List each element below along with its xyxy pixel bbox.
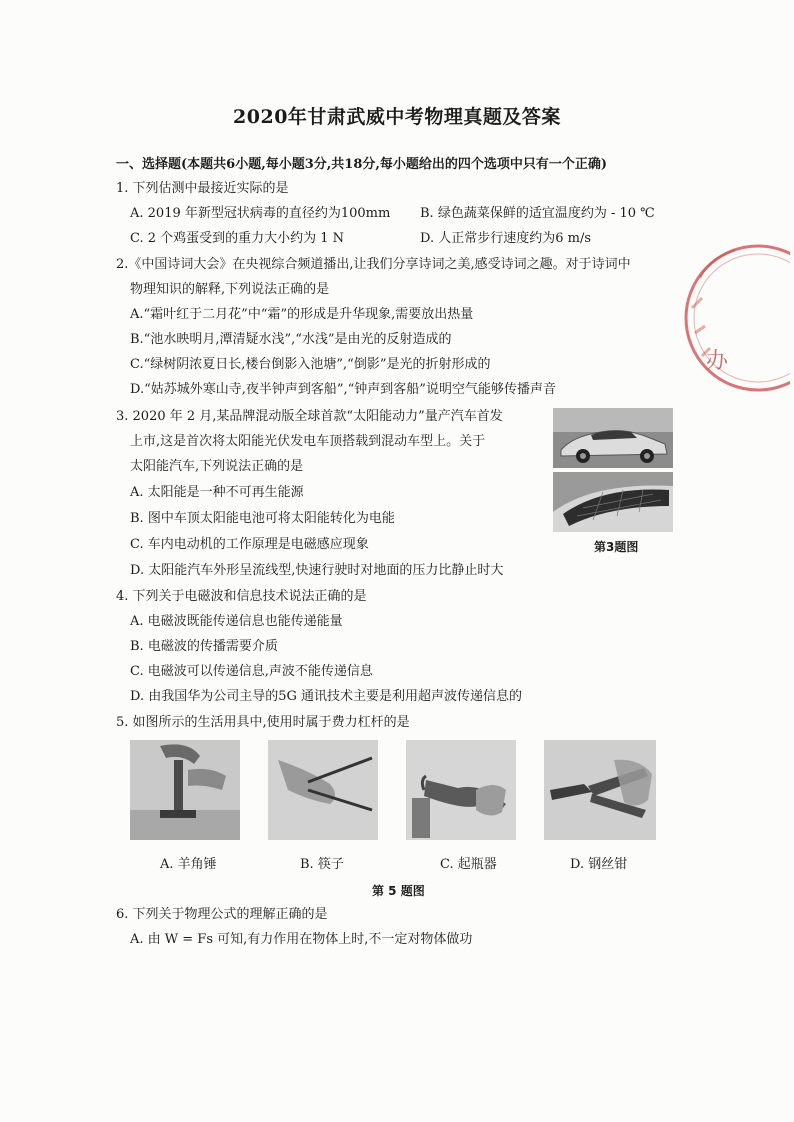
q3-stem-line1: 3. 2020 年 2 月,某品牌混动版全球首款“太阳能动力”量产汽车首发 bbox=[116, 409, 503, 424]
official-seal-icon bbox=[640, 238, 790, 398]
q3-car-photo bbox=[553, 408, 673, 468]
q3-figure-caption: 第3题图 bbox=[594, 540, 639, 554]
q4-option-c: C. 电磁波可以传递信息,声波不能传递信息 bbox=[130, 664, 373, 679]
q4-option-d: D. 由我国华为公司主导的5G 通讯技术主要是利用超声波传递信息的 bbox=[130, 689, 523, 704]
page-title: 2020年甘肃武威中考物理真题及答案 bbox=[233, 106, 561, 128]
q3-option-c: C. 车内电动机的工作原理是电磁感应现象 bbox=[130, 537, 369, 552]
q1-option-d: D. 人正常步行速度约为6 m/s bbox=[420, 231, 592, 246]
q2-option-b: B.“池水映明月,潭清疑水浅”,“水浅”是由光的反射造成的 bbox=[130, 332, 452, 347]
q1-stem: 1. 下列估测中最接近实际的是 bbox=[116, 181, 289, 196]
q5-bottle-opener-photo bbox=[406, 740, 516, 840]
svg-text:办: 办 bbox=[706, 349, 729, 374]
q6-option-a: A. 由 W = Fs 可知,有力作用在物体上时,不一定对物体做功 bbox=[130, 932, 473, 947]
q6-stem: 6. 下列关于物理公式的理解正确的是 bbox=[116, 907, 328, 922]
q2-stem-line1: 2.《中国诗词大会》在央视综合频道播出,让我们分享诗词之美,感受诗词之趣。对于诗词中 bbox=[116, 257, 631, 272]
q2-option-d: D.“姑苏城外寒山寺,夜半钟声到客船”,“钟声到客船”说明空气能够传播声音 bbox=[130, 382, 556, 397]
q4-option-a: A. 电磁波既能传递信息也能传递能量 bbox=[130, 614, 343, 629]
q5-hammer-photo bbox=[130, 740, 240, 840]
q1-option-c: C. 2 个鸡蛋受到的重力大小约为 1 N bbox=[130, 231, 345, 246]
q5-option-c: C. 起瓶器 bbox=[440, 857, 497, 872]
q3-solar-roof-photo bbox=[553, 472, 673, 532]
q2-stem-line2: 物理知识的解释,下列说法正确的是 bbox=[130, 282, 330, 297]
q4-option-b: B. 电磁波的传播需要介质 bbox=[130, 639, 278, 654]
q3-option-b: B. 图中车顶太阳能电池可将太阳能转化为电能 bbox=[130, 511, 395, 526]
q3-option-a: A. 太阳能是一种不可再生能源 bbox=[130, 485, 304, 500]
q5-stem: 5. 如图所示的生活用具中,使用时属于费力杠杆的是 bbox=[116, 715, 410, 730]
section-header: 一、选择题(本题共6小题,每小题3分,共18分,每小题给出的四个选项中只有一个正确) bbox=[116, 157, 608, 172]
q5-chopsticks-photo bbox=[268, 740, 378, 840]
q5-option-d: D. 钢丝钳 bbox=[570, 857, 628, 872]
q1-option-a: A. 2019 年新型冠状病毒的直径约为100mm bbox=[130, 206, 391, 221]
q5-pliers-photo bbox=[544, 740, 656, 840]
q2-option-a: A.“霜叶红于二月花”中“霜”的形成是升华现象,需要放出热量 bbox=[130, 307, 474, 322]
q3-stem-line2: 上市,这是首次将太阳能光伏发电车顶搭载到混动车型上。关于 bbox=[130, 434, 486, 449]
q5-option-a: A. 羊角锤 bbox=[160, 857, 217, 872]
q5-option-b: B. 筷子 bbox=[300, 857, 344, 872]
q3-stem-line3: 太阳能汽车,下列说法正确的是 bbox=[130, 459, 304, 474]
q2-option-c: C.“绿树阴浓夏日长,楼台倒影入池塘”,“倒影”是光的折射形成的 bbox=[130, 357, 491, 372]
q4-stem: 4. 下列关于电磁波和信息技术说法正确的是 bbox=[116, 589, 367, 604]
q3-option-d: D. 太阳能汽车外形呈流线型,快速行驶时对地面的压力比静止时大 bbox=[130, 563, 504, 578]
q1-option-b: B. 绿色蔬菜保鲜的适宜温度约为 - 10 ℃ bbox=[420, 206, 655, 221]
q5-figure-caption: 第 5 题图 bbox=[372, 884, 425, 898]
